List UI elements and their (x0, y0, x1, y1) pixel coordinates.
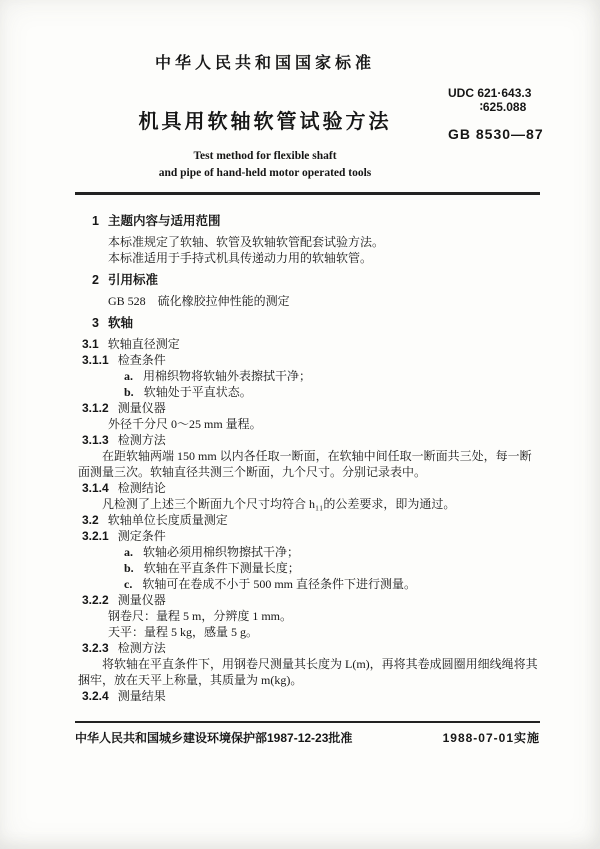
text-content: 软轴 (107, 316, 133, 330)
text-content: 测量仪器 (117, 401, 166, 415)
sub-heading (82, 688, 540, 704)
clause-number: 3 (92, 316, 99, 330)
list-item-letter: b. (124, 561, 134, 575)
list-item-letter: a. (124, 369, 133, 383)
list-item-letter: a. (124, 545, 133, 559)
text-content: 软轴必须用棉织物擦拭干净； (143, 545, 300, 559)
header-title-block (75, 50, 455, 182)
clause-number: 3.2.3 (82, 641, 109, 655)
paragraph (78, 250, 540, 266)
text-content: GB 528 硫化橡胶拉伸性能的测定 (108, 294, 290, 308)
text-content: 测定条件 (117, 529, 166, 543)
list-item-letter: b. (124, 385, 134, 399)
paragraph (78, 234, 540, 250)
udc-number-line2: ∶625.088 (479, 100, 527, 114)
text-content: 引用标准 (107, 273, 158, 287)
text-content: 检测方法 (117, 433, 166, 447)
paragraph (78, 656, 540, 688)
text-content: 检查条件 (117, 353, 166, 367)
text-content: 软轴处于平直状态。 (143, 385, 252, 399)
document-body (78, 207, 540, 704)
document-title-zh: 机具用软轴软管试验方法 (138, 111, 392, 133)
text-content: 用棉织物将软轴外表擦拭干净； (143, 369, 312, 383)
footer-rule (75, 721, 540, 723)
text-content: 测量结果 (117, 689, 166, 703)
header-rule (75, 192, 540, 195)
text-content: 外径千分尺 0～25 mm 量程。 (108, 417, 262, 431)
paragraph (78, 624, 540, 640)
clause-number: 3.2.4 (82, 689, 109, 703)
sub-heading (82, 336, 540, 352)
section-heading (92, 315, 540, 331)
text-content: 检测方法 (117, 641, 166, 655)
clause-number: 3.1 (82, 337, 99, 351)
section-heading (92, 272, 540, 288)
text-content: 本标准适用于手持式机具传递动力用的软轴软管。 (108, 251, 373, 265)
text-content: 将软轴在平直条件下，用钢卷尺测量其长度为 L(m)，再将其卷成圆圈用细线绳将其捆牢，放在天平上称量，其质量为 m(kg)。 (78, 657, 538, 687)
clause-number: 3.2 (82, 513, 99, 527)
list-item (78, 368, 540, 384)
clause-number: 1 (92, 214, 99, 228)
document-title-en (75, 148, 455, 182)
text-content: 检测结论 (117, 481, 166, 495)
footer (75, 729, 540, 746)
text-content: 软轴可在卷成不小于 500 mm 直径条件下进行测量。 (142, 577, 416, 591)
text-content: 在距软轴两端 150 mm 以内各任取一断面，在软轴中间任取一断面共三处，每一断面测量三次。软轴直径共测三个断面，九个尺寸。分别记录表中。 (78, 449, 532, 479)
udc-number-line1: UDC 621·643.3 (448, 86, 532, 100)
list-item (78, 544, 540, 560)
sub-heading (82, 512, 540, 528)
paragraph (78, 293, 540, 309)
sub-heading (82, 400, 540, 416)
header-code-block (448, 86, 558, 141)
text-content: 天平：量程 5 kg，感量 5 g。 (108, 625, 259, 639)
list-item (78, 384, 540, 400)
paragraph (78, 496, 540, 512)
sub-heading (82, 640, 540, 656)
document-title-en-line1: Test method for flexible shaft (193, 150, 337, 162)
approval-statement: 中华人民共和国城乡建设环境保护部1987-12-23批准 (75, 731, 353, 745)
paragraph (78, 416, 540, 432)
text-content: 软轴直径测定 (107, 337, 180, 351)
text-content: 主题内容与适用范围 (107, 214, 221, 228)
clause-number: 3.2.2 (82, 593, 109, 607)
clause-number: 3.2.1 (82, 529, 109, 543)
paragraph (78, 448, 540, 480)
text-content: 测量仪器 (117, 593, 166, 607)
paragraph (78, 608, 540, 624)
sub-heading (82, 480, 540, 496)
section-heading (92, 213, 540, 229)
clause-number: 3.1.1 (82, 353, 109, 367)
standard-code: GB 8530—87 (448, 126, 544, 142)
sub-heading (82, 592, 540, 608)
text-content: 软轴在平直条件下测量长度； (143, 561, 300, 575)
text-content: 本标准规定了软轴、软管及软轴软管配套试验方法。 (108, 235, 385, 249)
document-title-en-line2: and pipe of hand-held motor operated tools (158, 167, 372, 179)
list-item (78, 560, 540, 576)
clause-number: 3.1.3 (82, 433, 109, 447)
text-content: 钢卷尺：量程 5 m，分辨度 1 mm。 (108, 609, 293, 623)
list-item-letter: c. (124, 577, 133, 591)
implementation-date: 1988-07-01实施 (442, 731, 540, 745)
text-content: 软轴单位长度质量测定 (107, 513, 228, 527)
sub-heading (82, 432, 540, 448)
sub-heading (82, 528, 540, 544)
clause-number: 2 (92, 273, 99, 287)
sub-heading (82, 352, 540, 368)
text-content: 凡检测了上述三个断面九个尺寸均符合 h₁₁的公差要求，即为通过。 (102, 497, 456, 511)
clause-number: 3.1.4 (82, 481, 109, 495)
clause-number: 3.1.2 (82, 401, 109, 415)
list-item (78, 576, 540, 592)
standard-label: 中华人民共和国国家标准 (154, 55, 375, 72)
